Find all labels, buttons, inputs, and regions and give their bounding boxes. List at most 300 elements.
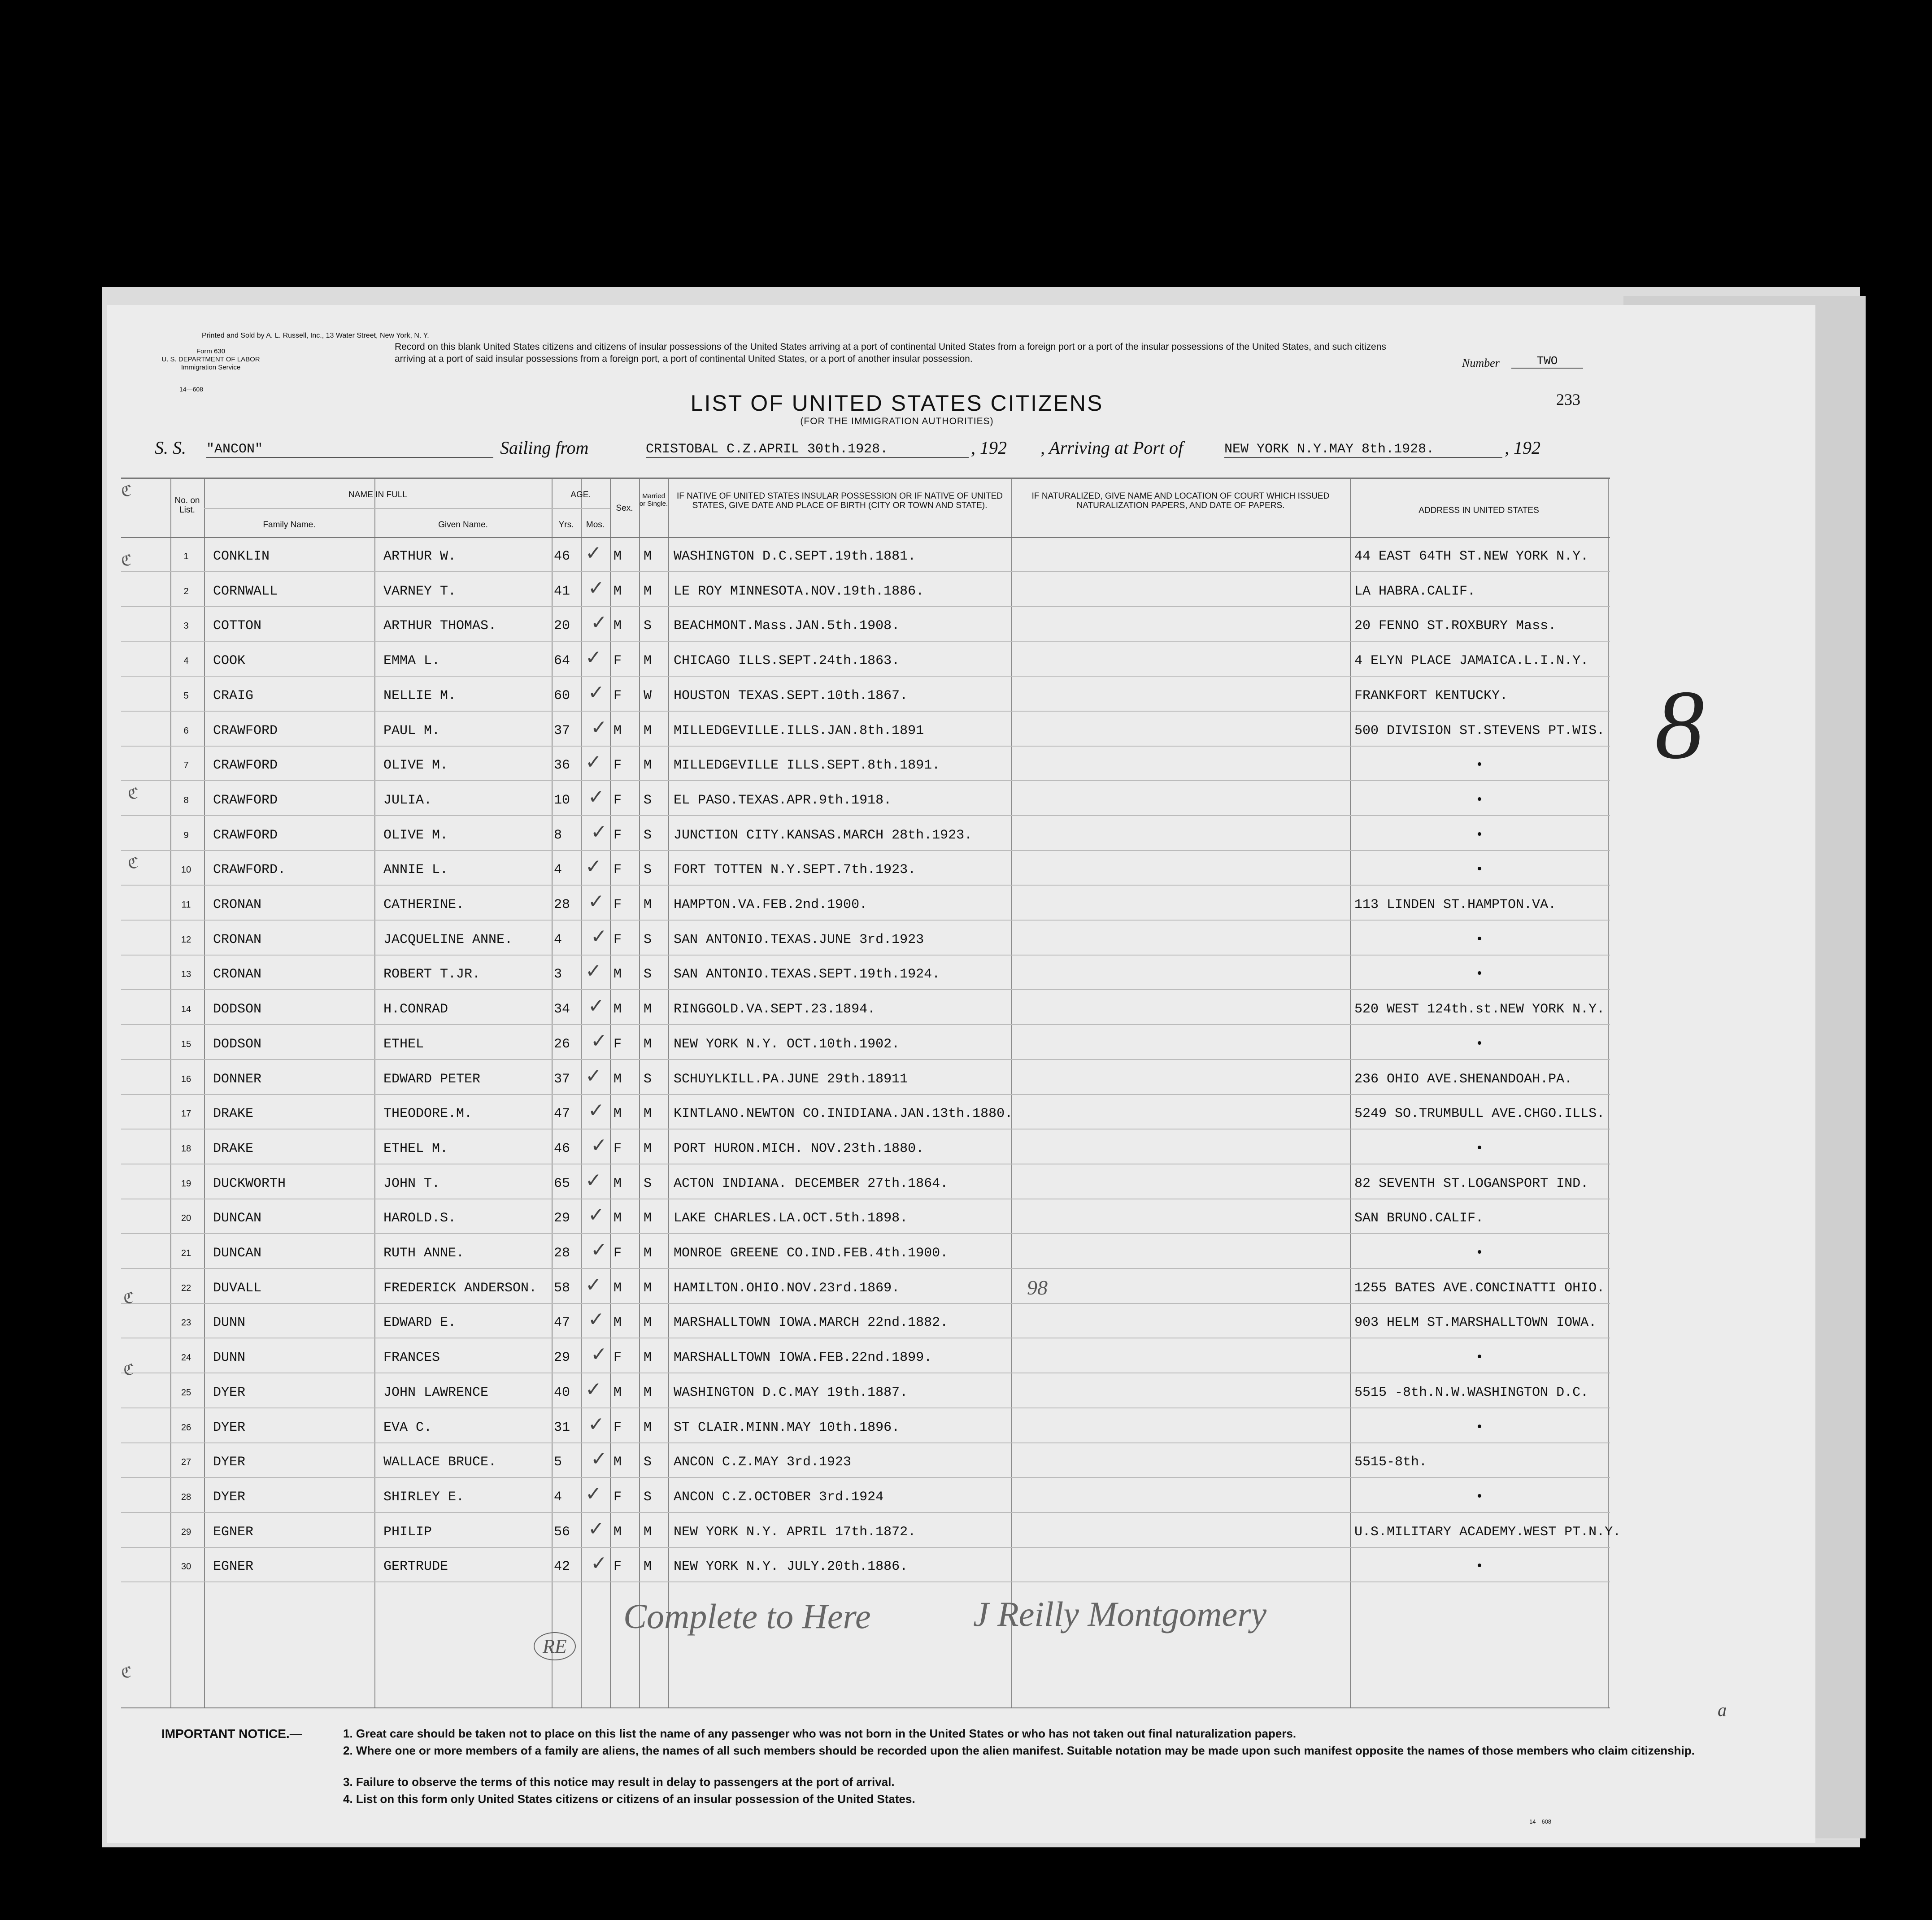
sex: F	[614, 827, 622, 843]
margin-number: 98	[1027, 1276, 1048, 1299]
birth-place-date: KINTLANO.NEWTON CO.INIDIANA.JAN.13th.1880.	[674, 1106, 1013, 1122]
col-address: ADDRESS IN UNITED STATES	[1419, 506, 1539, 515]
row-number: 18	[181, 1143, 191, 1154]
arriving-value: NEW YORK N.Y.MAY 8th.1928.	[1224, 442, 1502, 458]
given-name: JOHN LAWRENCE	[383, 1385, 489, 1400]
birth-place-date: EL PASO.TEXAS.APR.9th.1918.	[674, 792, 892, 808]
row-number: 12	[181, 934, 191, 945]
sex: M	[614, 1280, 622, 1296]
check-mark: ✓	[591, 1238, 607, 1261]
birth-place-date: NEW YORK N.Y. JULY.20th.1886.	[674, 1559, 908, 1575]
sex: M	[614, 618, 622, 634]
given-name: ARTHUR THOMAS.	[383, 618, 497, 634]
table-row	[121, 746, 1610, 781]
age-years: 4	[554, 862, 562, 878]
col-sex: Sex.	[616, 504, 633, 513]
marital-status: M	[644, 1350, 652, 1366]
sex: F	[614, 862, 622, 878]
given-name: ETHEL	[383, 1036, 424, 1052]
row-number: 4	[183, 656, 189, 666]
age-years: 46	[554, 1141, 570, 1156]
us-address: 1255 BATES AVE.CONCINATTI OHIO.	[1354, 1280, 1605, 1296]
given-name: THEODORE.M.	[383, 1106, 473, 1122]
printer-line: Printed and Sold by A. L. Russell, Inc., 13 Water Street, New York, N. Y.	[202, 332, 429, 339]
department-name: U. S. DEPARTMENT OF LABOR	[161, 356, 260, 363]
us-address: LA HABRA.CALIF.	[1354, 583, 1476, 599]
us-address: •	[1475, 1036, 1484, 1052]
sex: M	[614, 583, 622, 599]
check-mark: ✓	[588, 1412, 605, 1436]
row-number: 22	[181, 1283, 191, 1293]
family-name: DYER	[213, 1455, 246, 1470]
margin-mark: ℭ	[121, 482, 132, 500]
signature: J Reilly Montgomery	[973, 1594, 1267, 1633]
age-years: 37	[554, 723, 570, 738]
row-number: 15	[181, 1039, 191, 1049]
table-row	[121, 1060, 1610, 1095]
row-number: 10	[181, 865, 191, 875]
age-years: 10	[554, 792, 570, 808]
col-naturalized: IF NATURALIZED, GIVE NAME AND LOCATION OF COURT WHICH ISSUED NATURALIZATION PAPERS, AND DATE OF PAPERS.	[1031, 491, 1330, 510]
birth-place-date: WASHINGTON D.C.SEPT.19th.1881.	[674, 549, 916, 564]
age-years: 65	[554, 1176, 570, 1191]
birth-place-date: LE ROY MINNESOTA.NOV.19th.1886.	[674, 583, 924, 599]
given-name: ARTHUR W.	[383, 549, 457, 564]
row-number: 8	[183, 795, 189, 805]
row-number: 2	[183, 586, 189, 596]
family-name: COOK	[213, 653, 246, 669]
sex: M	[614, 723, 622, 738]
year-suffix: , 192	[971, 438, 1007, 458]
given-name: WALLACE BRUCE.	[383, 1455, 497, 1470]
col-given: Given Name.	[438, 520, 488, 530]
us-address: 5249 SO.TRUMBULL AVE.CHGO.ILLS.	[1354, 1106, 1605, 1122]
birth-place-date: ANCON C.Z.MAY 3rd.1923	[674, 1455, 852, 1470]
family-name: CRONAN	[213, 932, 262, 947]
row-number: 20	[181, 1213, 191, 1224]
table-row	[121, 607, 1610, 641]
sex: M	[614, 967, 622, 982]
age-years: 41	[554, 583, 570, 599]
check-mark: ✓	[585, 1169, 602, 1192]
table-row	[121, 781, 1610, 816]
birth-place-date: HOUSTON TEXAS.SEPT.10th.1867.	[674, 688, 908, 704]
row-number: 1	[183, 552, 189, 561]
page-subtitle: (FOR THE IMMIGRATION AUTHORITIES)	[800, 416, 994, 426]
row-number: 5	[183, 691, 189, 701]
family-name: DRAKE	[213, 1106, 254, 1122]
marital-status: M	[644, 758, 652, 773]
family-name: CRAWFORD	[213, 792, 278, 808]
record-instructions: Record on this blank United States citizens and citizens of insular possessions of the United States arriving at a port of continental United States from a foreign port or a port of the insular possessions of the United States, and such citizens arriving at a port of said insular possessions from a foreign port, a port of continental United States, or a port of another insular possession.	[395, 342, 1386, 364]
given-name: EDWARD PETER	[383, 1071, 481, 1087]
arriving-label: , Arriving at Port of	[1040, 438, 1184, 458]
us-address: •	[1475, 1489, 1484, 1505]
given-name: HAROLD.S.	[383, 1211, 457, 1226]
age-years: 37	[554, 1071, 570, 1087]
check-mark: ✓	[588, 785, 605, 808]
us-address: •	[1475, 932, 1484, 947]
check-mark: ✓	[585, 646, 602, 669]
table-row	[121, 1303, 1610, 1338]
table-row	[121, 1478, 1610, 1512]
us-address: 500 DIVISION ST.STEVENS PT.WIS.	[1354, 723, 1605, 738]
marital-status: M	[644, 1246, 652, 1261]
table-row	[121, 1338, 1610, 1373]
col-family: Family Name.	[263, 520, 316, 530]
birth-place-date: PORT HURON.MICH. NOV.23th.1880.	[674, 1141, 924, 1156]
check-mark: ✓	[585, 751, 602, 774]
check-mark: ✓	[588, 576, 605, 599]
sex: M	[614, 549, 622, 564]
form-block	[135, 348, 287, 372]
table-row	[121, 1269, 1610, 1303]
age-years: 4	[554, 1489, 562, 1505]
us-address: SAN BRUNO.CALIF.	[1354, 1211, 1484, 1226]
row-number: 14	[181, 1004, 191, 1015]
given-name: NELLIE M.	[383, 688, 457, 704]
us-address: •	[1475, 1246, 1484, 1261]
check-mark: ✓	[585, 1377, 602, 1401]
birth-place-date: ST CLAIR.MINN.MAY 10th.1896.	[674, 1420, 900, 1435]
birth-place-date: SAN ANTONIO.TEXAS.SEPT.19th.1924.	[674, 967, 940, 982]
sex: F	[614, 758, 622, 773]
age-years: 60	[554, 688, 570, 704]
given-name: ROBERT T.JR.	[383, 967, 481, 982]
marital-status: M	[644, 1420, 652, 1435]
initials: RE	[534, 1632, 576, 1660]
age-years: 36	[554, 758, 570, 773]
given-name: ETHEL M.	[383, 1141, 448, 1156]
table-row	[121, 572, 1610, 607]
family-name: CRAWFORD.	[213, 862, 286, 878]
row-number: 19	[181, 1178, 191, 1189]
marital-status: M	[644, 1211, 652, 1226]
age-years: 29	[554, 1211, 570, 1226]
sex: F	[614, 932, 622, 947]
check-mark: ✓	[588, 995, 605, 1018]
row-number: 29	[181, 1527, 191, 1537]
family-name: DUVALL	[213, 1280, 262, 1296]
table-row	[121, 1547, 1610, 1582]
given-name: EMMA L.	[383, 653, 440, 669]
given-name: GERTRUDE	[383, 1559, 448, 1575]
marital-status: M	[644, 897, 652, 912]
family-name: EGNER	[213, 1524, 254, 1540]
marital-status: W	[644, 688, 652, 704]
check-mark: ✓	[585, 1482, 602, 1505]
marital-status: M	[644, 1106, 652, 1122]
table-row	[121, 1164, 1610, 1199]
sex: M	[614, 1176, 622, 1191]
table-row	[121, 1234, 1610, 1268]
us-address: •	[1475, 1559, 1484, 1575]
marital-status: M	[644, 549, 652, 564]
sex: F	[614, 653, 622, 669]
check-mark: ✓	[588, 1099, 605, 1122]
given-name: VARNEY T.	[383, 583, 457, 599]
row-number: 24	[181, 1353, 191, 1363]
big-margin-mark: 8	[1655, 670, 1704, 779]
notice-heading: IMPORTANT NOTICE.—	[161, 1727, 302, 1741]
page-title: LIST OF UNITED STATES CITIZENS	[690, 391, 1104, 416]
col-birth: IF NATIVE OF UNITED STATES INSULAR POSSESSION OR IF NATIVE OF UNITED STATES, GIVE DATE AND PLACE OF BIRTH (CITY OR TOWN AND STATE).	[676, 491, 1003, 510]
birth-place-date: SAN ANTONIO.TEXAS.JUNE 3rd.1923	[674, 932, 924, 947]
given-name: SHIRLEY E.	[383, 1489, 465, 1505]
check-mark: ✓	[585, 855, 602, 878]
table-row	[121, 1129, 1610, 1164]
age-years: 29	[554, 1350, 570, 1366]
margin-mark: ℭ	[123, 1289, 134, 1307]
row-number: 13	[181, 969, 191, 980]
birth-place-date: FORT TOTTEN N.Y.SEPT.7th.1923.	[674, 862, 916, 878]
sex: F	[614, 1420, 622, 1435]
marital-status: M	[644, 1385, 652, 1400]
given-name: FRANCES	[383, 1350, 440, 1366]
manifest-table	[121, 478, 1621, 1708]
table-row	[121, 537, 1610, 572]
table-row	[121, 642, 1610, 676]
given-name: FREDERICK ANDERSON.	[383, 1280, 537, 1296]
check-mark: ✓	[591, 1447, 607, 1471]
sailing-label: Sailing from	[500, 438, 589, 458]
birth-place-date: MARSHALLTOWN IOWA.MARCH 22nd.1882.	[674, 1315, 949, 1331]
birth-place-date: MILLEDGEVILLE ILLS.SEPT.8th.1891.	[674, 758, 940, 773]
family-name: CRAWFORD	[213, 723, 278, 738]
row-number: 7	[183, 760, 189, 771]
col-married: Married or Single.	[639, 492, 668, 508]
margin-mark: ℭ	[121, 1664, 132, 1681]
sex: M	[614, 1071, 622, 1087]
us-address: 5515-8th.	[1354, 1455, 1427, 1470]
us-address: 82 SEVENTH ST.LOGANSPORT IND.	[1354, 1176, 1589, 1191]
margin-mark: ℭ	[123, 1361, 134, 1379]
age-years: 56	[554, 1524, 570, 1540]
sex: F	[614, 1141, 622, 1156]
check-mark: ✓	[588, 681, 605, 704]
given-name: PAUL M.	[383, 723, 440, 738]
sailing-value: CRISTOBAL C.Z.APRIL 30th.1928.	[646, 442, 969, 458]
family-name: CRONAN	[213, 897, 262, 912]
age-years: 4	[554, 932, 562, 947]
us-address: 113 LINDEN ST.HAMPTON.VA.	[1354, 897, 1557, 912]
family-name: CRONAN	[213, 967, 262, 982]
age-years: 26	[554, 1036, 570, 1052]
us-address: •	[1475, 1420, 1484, 1435]
family-name: DYER	[213, 1385, 246, 1400]
notice-item: 4. List on this form only United States citizens or citizens of an insular possession of the United States.	[343, 1792, 915, 1806]
check-mark: ✓	[585, 960, 602, 983]
small-margin-mark: a	[1718, 1700, 1727, 1720]
age-years: 64	[554, 653, 570, 669]
birth-place-date: ACTON INDIANA. DECEMBER 27th.1864.	[674, 1176, 949, 1191]
family-name: CRAIG	[213, 688, 254, 704]
birth-place-date: MONROE GREENE CO.IND.FEB.4th.1900.	[674, 1246, 949, 1261]
marital-status: M	[644, 653, 652, 669]
number-value: TWO	[1511, 354, 1583, 369]
marital-status: M	[644, 583, 652, 599]
form-number: Form 630	[196, 348, 226, 355]
row-number: 26	[181, 1422, 191, 1433]
family-name: DYER	[213, 1420, 246, 1435]
marital-status: S	[644, 1071, 652, 1087]
marital-status: S	[644, 967, 652, 982]
birth-place-date: NEW YORK N.Y. APRIL 17th.1872.	[674, 1524, 916, 1540]
age-years: 28	[554, 1246, 570, 1261]
row-number: 3	[183, 621, 189, 631]
table-row	[121, 990, 1610, 1025]
sex: M	[614, 1455, 622, 1470]
sex: F	[614, 1350, 622, 1366]
age-years: 40	[554, 1385, 570, 1400]
sex: F	[614, 897, 622, 912]
check-mark: ✓	[588, 1308, 605, 1331]
birth-place-date: MILLEDGEVILLE.ILLS.JAN.8th.1891	[674, 723, 924, 738]
handwritten-note: Complete to Here	[623, 1597, 871, 1636]
us-address: •	[1475, 827, 1484, 843]
check-mark: ✓	[591, 1134, 607, 1157]
family-name: DUNCAN	[213, 1246, 262, 1261]
birth-place-date: LAKE CHARLES.LA.OCT.5th.1898.	[674, 1211, 908, 1226]
row-number: 16	[181, 1074, 191, 1084]
us-address: 44 EAST 64TH ST.NEW YORK N.Y.	[1354, 549, 1589, 564]
us-address: 4 ELYN PLACE JAMAICA.L.I.N.Y.	[1354, 653, 1589, 669]
sex: M	[614, 1385, 622, 1400]
check-mark: ✓	[588, 1203, 605, 1227]
family-name: DODSON	[213, 1002, 262, 1017]
us-address: •	[1475, 1350, 1484, 1366]
table-row	[121, 955, 1610, 990]
age-years: 31	[554, 1420, 570, 1435]
row-number: 28	[181, 1492, 191, 1502]
family-name: DRAKE	[213, 1141, 254, 1156]
us-address: 903 HELM ST.MARSHALLTOWN IOWA.	[1354, 1315, 1597, 1331]
table-row	[121, 677, 1610, 711]
marital-status: M	[644, 1315, 652, 1331]
age-years: 58	[554, 1280, 570, 1296]
col-age: AGE.	[570, 490, 591, 500]
family-name: DUNN	[213, 1315, 246, 1331]
given-name: RUTH ANNE.	[383, 1246, 465, 1261]
row-number: 23	[181, 1318, 191, 1328]
family-name: DYER	[213, 1489, 246, 1505]
table-row	[121, 921, 1610, 955]
us-address: •	[1475, 792, 1484, 808]
page-number: 233	[1556, 391, 1580, 408]
sex: M	[614, 1002, 622, 1017]
table-row	[121, 1095, 1610, 1129]
check-mark: ✓	[591, 611, 607, 634]
check-mark: ✓	[591, 925, 607, 948]
birth-place-date: HAMPTON.VA.FEB.2nd.1900.	[674, 897, 868, 912]
given-name: OLIVE M.	[383, 827, 448, 843]
family-name: DODSON	[213, 1036, 262, 1052]
marital-status: S	[644, 618, 652, 634]
family-name: CONKLIN	[213, 549, 270, 564]
check-mark: ✓	[591, 820, 607, 843]
notice-item: 2. Where one or more members of a family are aliens, the names of all such members should be recorded upon the alien manifest. Suitable notation may be made upon such manifest opposite the names of those members who claim citizenship.	[343, 1744, 1695, 1757]
sex: F	[614, 688, 622, 704]
check-mark: ✓	[585, 1273, 602, 1296]
form-code: 14—608	[179, 386, 203, 393]
birth-place-date: CHICAGO ILLS.SEPT.24th.1863.	[674, 653, 900, 669]
check-mark: ✓	[591, 1552, 607, 1575]
given-name: EVA C.	[383, 1420, 432, 1435]
age-years: 34	[554, 1002, 570, 1017]
age-years: 46	[554, 549, 570, 564]
row-number: 21	[181, 1248, 191, 1258]
table-row	[121, 851, 1610, 885]
us-address: 20 FENNO ST.ROXBURY Mass.	[1354, 618, 1557, 634]
year-suffix-2: , 192	[1505, 438, 1540, 458]
age-years: 8	[554, 827, 562, 843]
birth-place-date: NEW YORK N.Y. OCT.10th.1902.	[674, 1036, 900, 1052]
table-row	[121, 1443, 1610, 1477]
sex: M	[614, 1524, 622, 1540]
birth-place-date: MARSHALLTOWN IOWA.FEB.22nd.1899.	[674, 1350, 932, 1366]
row-number: 9	[183, 830, 189, 840]
sex: F	[614, 1246, 622, 1261]
marital-status: S	[644, 827, 652, 843]
row-number: 25	[181, 1387, 191, 1398]
family-name: EGNER	[213, 1559, 254, 1575]
age-years: 47	[554, 1315, 570, 1331]
age-years: 3	[554, 967, 562, 982]
birth-place-date: HAMILTON.OHIO.NOV.23rd.1869.	[674, 1280, 900, 1296]
age-years: 20	[554, 618, 570, 634]
age-years: 47	[554, 1106, 570, 1122]
check-mark: ✓	[585, 542, 602, 565]
number-label: Number	[1462, 356, 1500, 369]
col-name: NAME IN FULL	[348, 490, 407, 500]
given-name: H.CONRAD	[383, 1002, 448, 1017]
marital-status: M	[644, 1559, 652, 1575]
ship-name: "ANCON"	[206, 442, 493, 458]
margin-mark: ℭ	[121, 552, 132, 569]
col-no: No. on List.	[174, 496, 200, 515]
given-name: OLIVE M.	[383, 758, 448, 773]
us-address: •	[1475, 1141, 1484, 1156]
check-mark: ✓	[591, 716, 607, 739]
birth-place-date: ANCON C.Z.OCTOBER 3rd.1924	[674, 1489, 884, 1505]
us-address: U.S.MILITARY ACADEMY.WEST PT.N.Y.	[1354, 1524, 1621, 1540]
check-mark: ✓	[588, 890, 605, 913]
col-yrs: Yrs.	[558, 520, 574, 530]
check-mark: ✓	[591, 1343, 607, 1366]
marital-status: S	[644, 1455, 652, 1470]
sex: F	[614, 1489, 622, 1505]
given-name: EDWARD E.	[383, 1315, 457, 1331]
family-name: CORNWALL	[213, 583, 278, 599]
marital-status: M	[644, 1002, 652, 1017]
family-name: DUCKWORTH	[213, 1176, 286, 1191]
notice-code: 14—608	[1529, 1818, 1552, 1825]
table-row	[121, 1408, 1610, 1443]
family-name: COTTON	[213, 618, 262, 634]
family-name: DUNCAN	[213, 1211, 262, 1226]
age-years: 5	[554, 1455, 562, 1470]
family-name: CRAWFORD	[213, 758, 278, 773]
marital-status: M	[644, 723, 652, 738]
sex: M	[614, 1315, 622, 1331]
us-address: •	[1475, 758, 1484, 773]
row-number: 27	[181, 1457, 191, 1468]
sex: M	[614, 1211, 622, 1226]
given-name: PHILIP	[383, 1524, 432, 1540]
family-name: DUNN	[213, 1350, 246, 1366]
given-name: CATHERINE.	[383, 897, 465, 912]
age-years: 28	[554, 897, 570, 912]
